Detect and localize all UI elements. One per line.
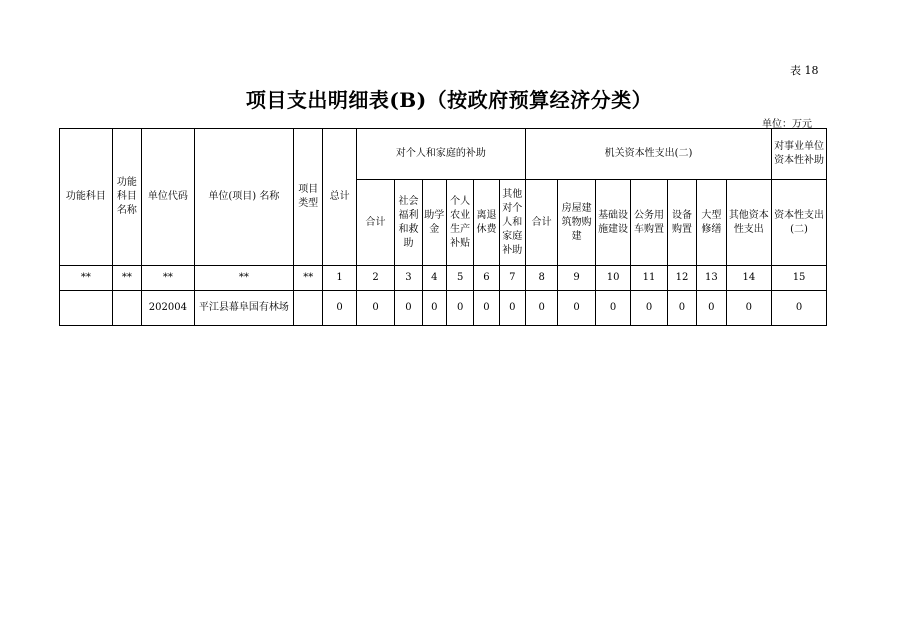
subheader-cell: 公务用车购置 [631, 180, 667, 266]
subheader-cell: 基础设施建设 [595, 180, 630, 266]
cell-value: 0 [356, 291, 395, 326]
cell-func-subject-name [112, 291, 141, 326]
header-group-personal: 对个人和家庭的补助 [356, 129, 525, 180]
index-cell: 11 [631, 266, 667, 291]
subheader-cell: 资本性支出(二) [772, 180, 827, 266]
cell-project-type [294, 291, 323, 326]
index-cell: 9 [558, 266, 595, 291]
cell-value: 0 [323, 291, 356, 326]
cell-value: 0 [667, 291, 696, 326]
subheader-cell: 合计 [525, 180, 557, 266]
subheader-cell: 助学金 [422, 180, 446, 266]
index-cell: 5 [446, 266, 473, 291]
index-cell: 15 [772, 266, 827, 291]
index-cell: 3 [395, 266, 422, 291]
unit-label: 单位：万元 [762, 119, 812, 130]
table-row [60, 291, 827, 326]
index-cell: 10 [595, 266, 630, 291]
index-cell: 8 [525, 266, 557, 291]
header-group-capital: 机关资本性支出(二) [525, 129, 771, 180]
cell-value: 0 [474, 291, 499, 326]
cell-value: 0 [631, 291, 667, 326]
page-title: 项目支出明细表(B)（按政府预算经济分类） [245, 88, 653, 112]
index-row [60, 266, 827, 291]
header-func-subject: 功能科目 [60, 129, 113, 266]
cell-func-subject [60, 291, 113, 326]
index-cell: ** [142, 266, 195, 291]
subheader-cell: 设备购置 [667, 180, 696, 266]
index-cell: 1 [323, 266, 356, 291]
index-cell: 12 [667, 266, 696, 291]
subheader-cell: 大型修缮 [697, 180, 726, 266]
index-cell: 7 [499, 266, 525, 291]
header-unit-name: 单位(项目) 名称 [194, 129, 293, 266]
subheader-cell: 个人农业生产补贴 [446, 180, 473, 266]
cell-value: 0 [446, 291, 473, 326]
index-cell: 14 [726, 266, 772, 291]
index-cell: 4 [422, 266, 446, 291]
index-cell: 6 [474, 266, 499, 291]
index-cell: ** [294, 266, 323, 291]
cell-value: 0 [395, 291, 422, 326]
subheader-cell: 其他对个人和家庭补助 [499, 180, 525, 266]
index-cell: 13 [697, 266, 726, 291]
header-total: 总计 [323, 129, 356, 266]
subheader-cell: 合计 [356, 180, 395, 266]
cell-unit-code: 202004 [142, 291, 195, 326]
cell-value: 0 [697, 291, 726, 326]
subheader-cell: 离退休费 [474, 180, 499, 266]
index-cell: ** [194, 266, 293, 291]
expenditure-table [59, 128, 827, 326]
cell-value: 0 [595, 291, 630, 326]
cell-value: 0 [558, 291, 595, 326]
header-func-subject-name: 功能科目名称 [112, 129, 141, 266]
cell-value: 0 [726, 291, 772, 326]
cell-unit-name: 平江县幕阜国有林场 [194, 291, 293, 326]
cell-value: 0 [525, 291, 557, 326]
index-cell: ** [112, 266, 141, 291]
subheader-cell: 房屋建筑物购建 [558, 180, 595, 266]
subheader-cell: 社会福利和救助 [395, 180, 422, 266]
header-project-type: 项目类型 [294, 129, 323, 266]
header-unit-code: 单位代码 [142, 129, 195, 266]
index-cell: 2 [356, 266, 395, 291]
header-group-enterprise: 对事业单位资本性补助 [772, 129, 827, 180]
table-number: 表 18 [790, 64, 819, 77]
cell-value: 0 [772, 291, 827, 326]
index-cell: ** [60, 266, 113, 291]
cell-value: 0 [422, 291, 446, 326]
subheader-cell: 其他资本性支出 [726, 180, 772, 266]
cell-value: 0 [499, 291, 525, 326]
